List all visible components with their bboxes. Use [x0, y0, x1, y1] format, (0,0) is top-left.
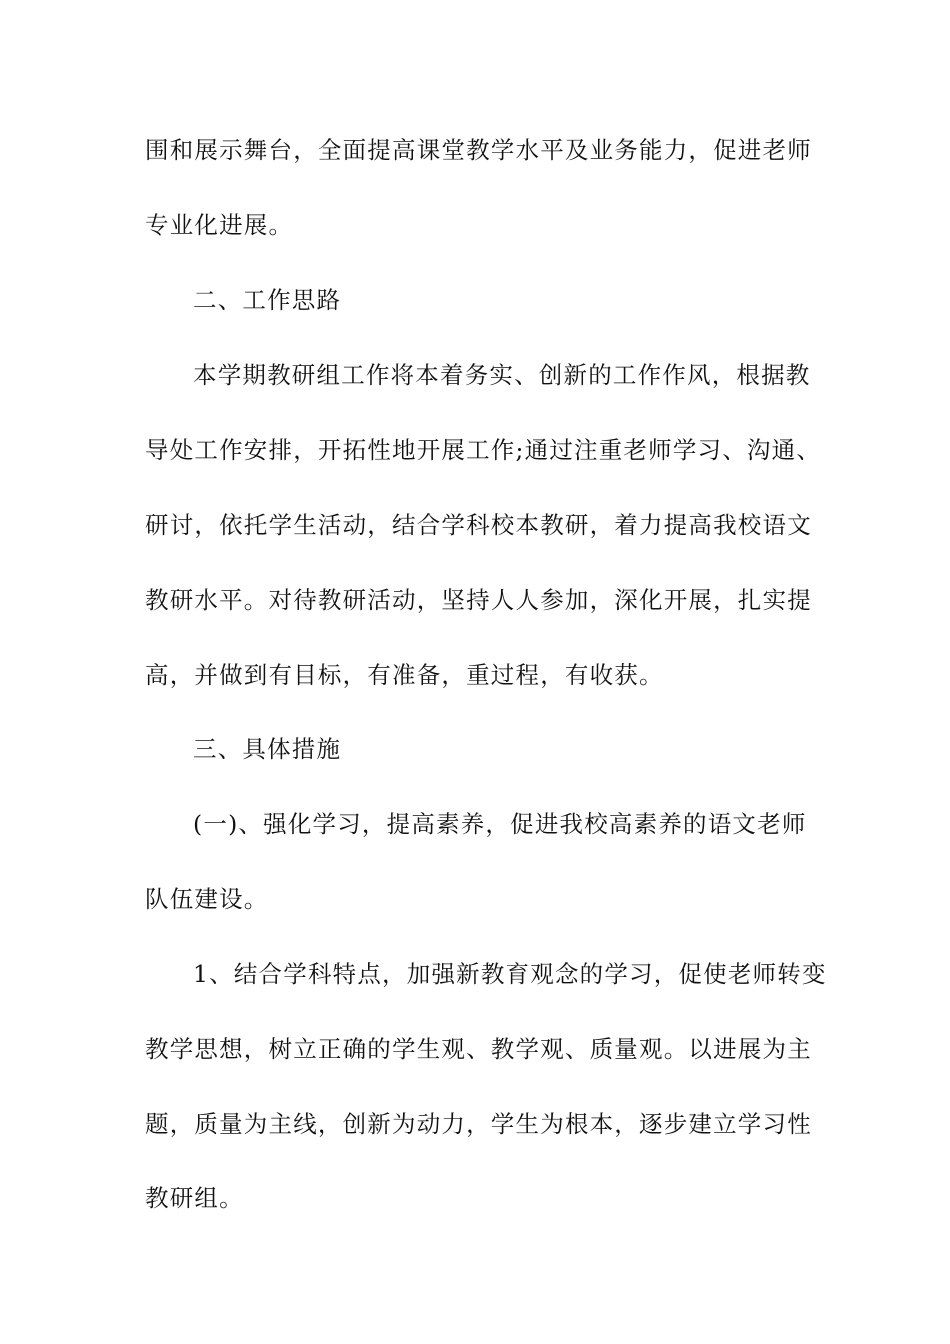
subsection-heading: (一)、强化学习，提高素养，促进我校高素养的语文老师 [193, 810, 807, 838]
paragraph-line: 教研组。 [145, 1184, 244, 1212]
list-item: 1、结合学科特点，加强新教育观念的学习，促使老师转变 [193, 960, 827, 988]
paragraph-line: 专业化进展。 [145, 211, 294, 239]
paragraph-line: 教学思想，树立正确的学生观、教学观、质量观。以进展为主 [145, 1035, 812, 1063]
section-heading: 三、具体措施 [193, 735, 342, 763]
paragraph-line: 本学期教研组工作将本着务实、创新的工作作风，根据教 [193, 361, 811, 389]
paragraph-line: 研讨，依托学生活动，结合学科校本教研，着力提高我校语文 [145, 511, 812, 539]
section-heading: 二、工作思路 [193, 286, 342, 314]
paragraph-line: 题，质量为主线，创新为动力，学生为根本，逐步建立学习性 [145, 1110, 812, 1138]
paragraph-line: 高，并做到有目标，有准备，重过程，有收获。 [145, 661, 664, 689]
paragraph-line: 队伍建设。 [145, 885, 269, 913]
paragraph-line: 教研水平。对待教研活动，坚持人人参加，深化开展，扎实提 [145, 586, 812, 614]
paragraph-line: 围和展示舞台，全面提高课堂教学水平及业务能力，促进老师 [145, 136, 812, 164]
paragraph-line: 导处工作安排，开拓性地开展工作;通过注重老师学习、沟通、 [145, 436, 822, 464]
